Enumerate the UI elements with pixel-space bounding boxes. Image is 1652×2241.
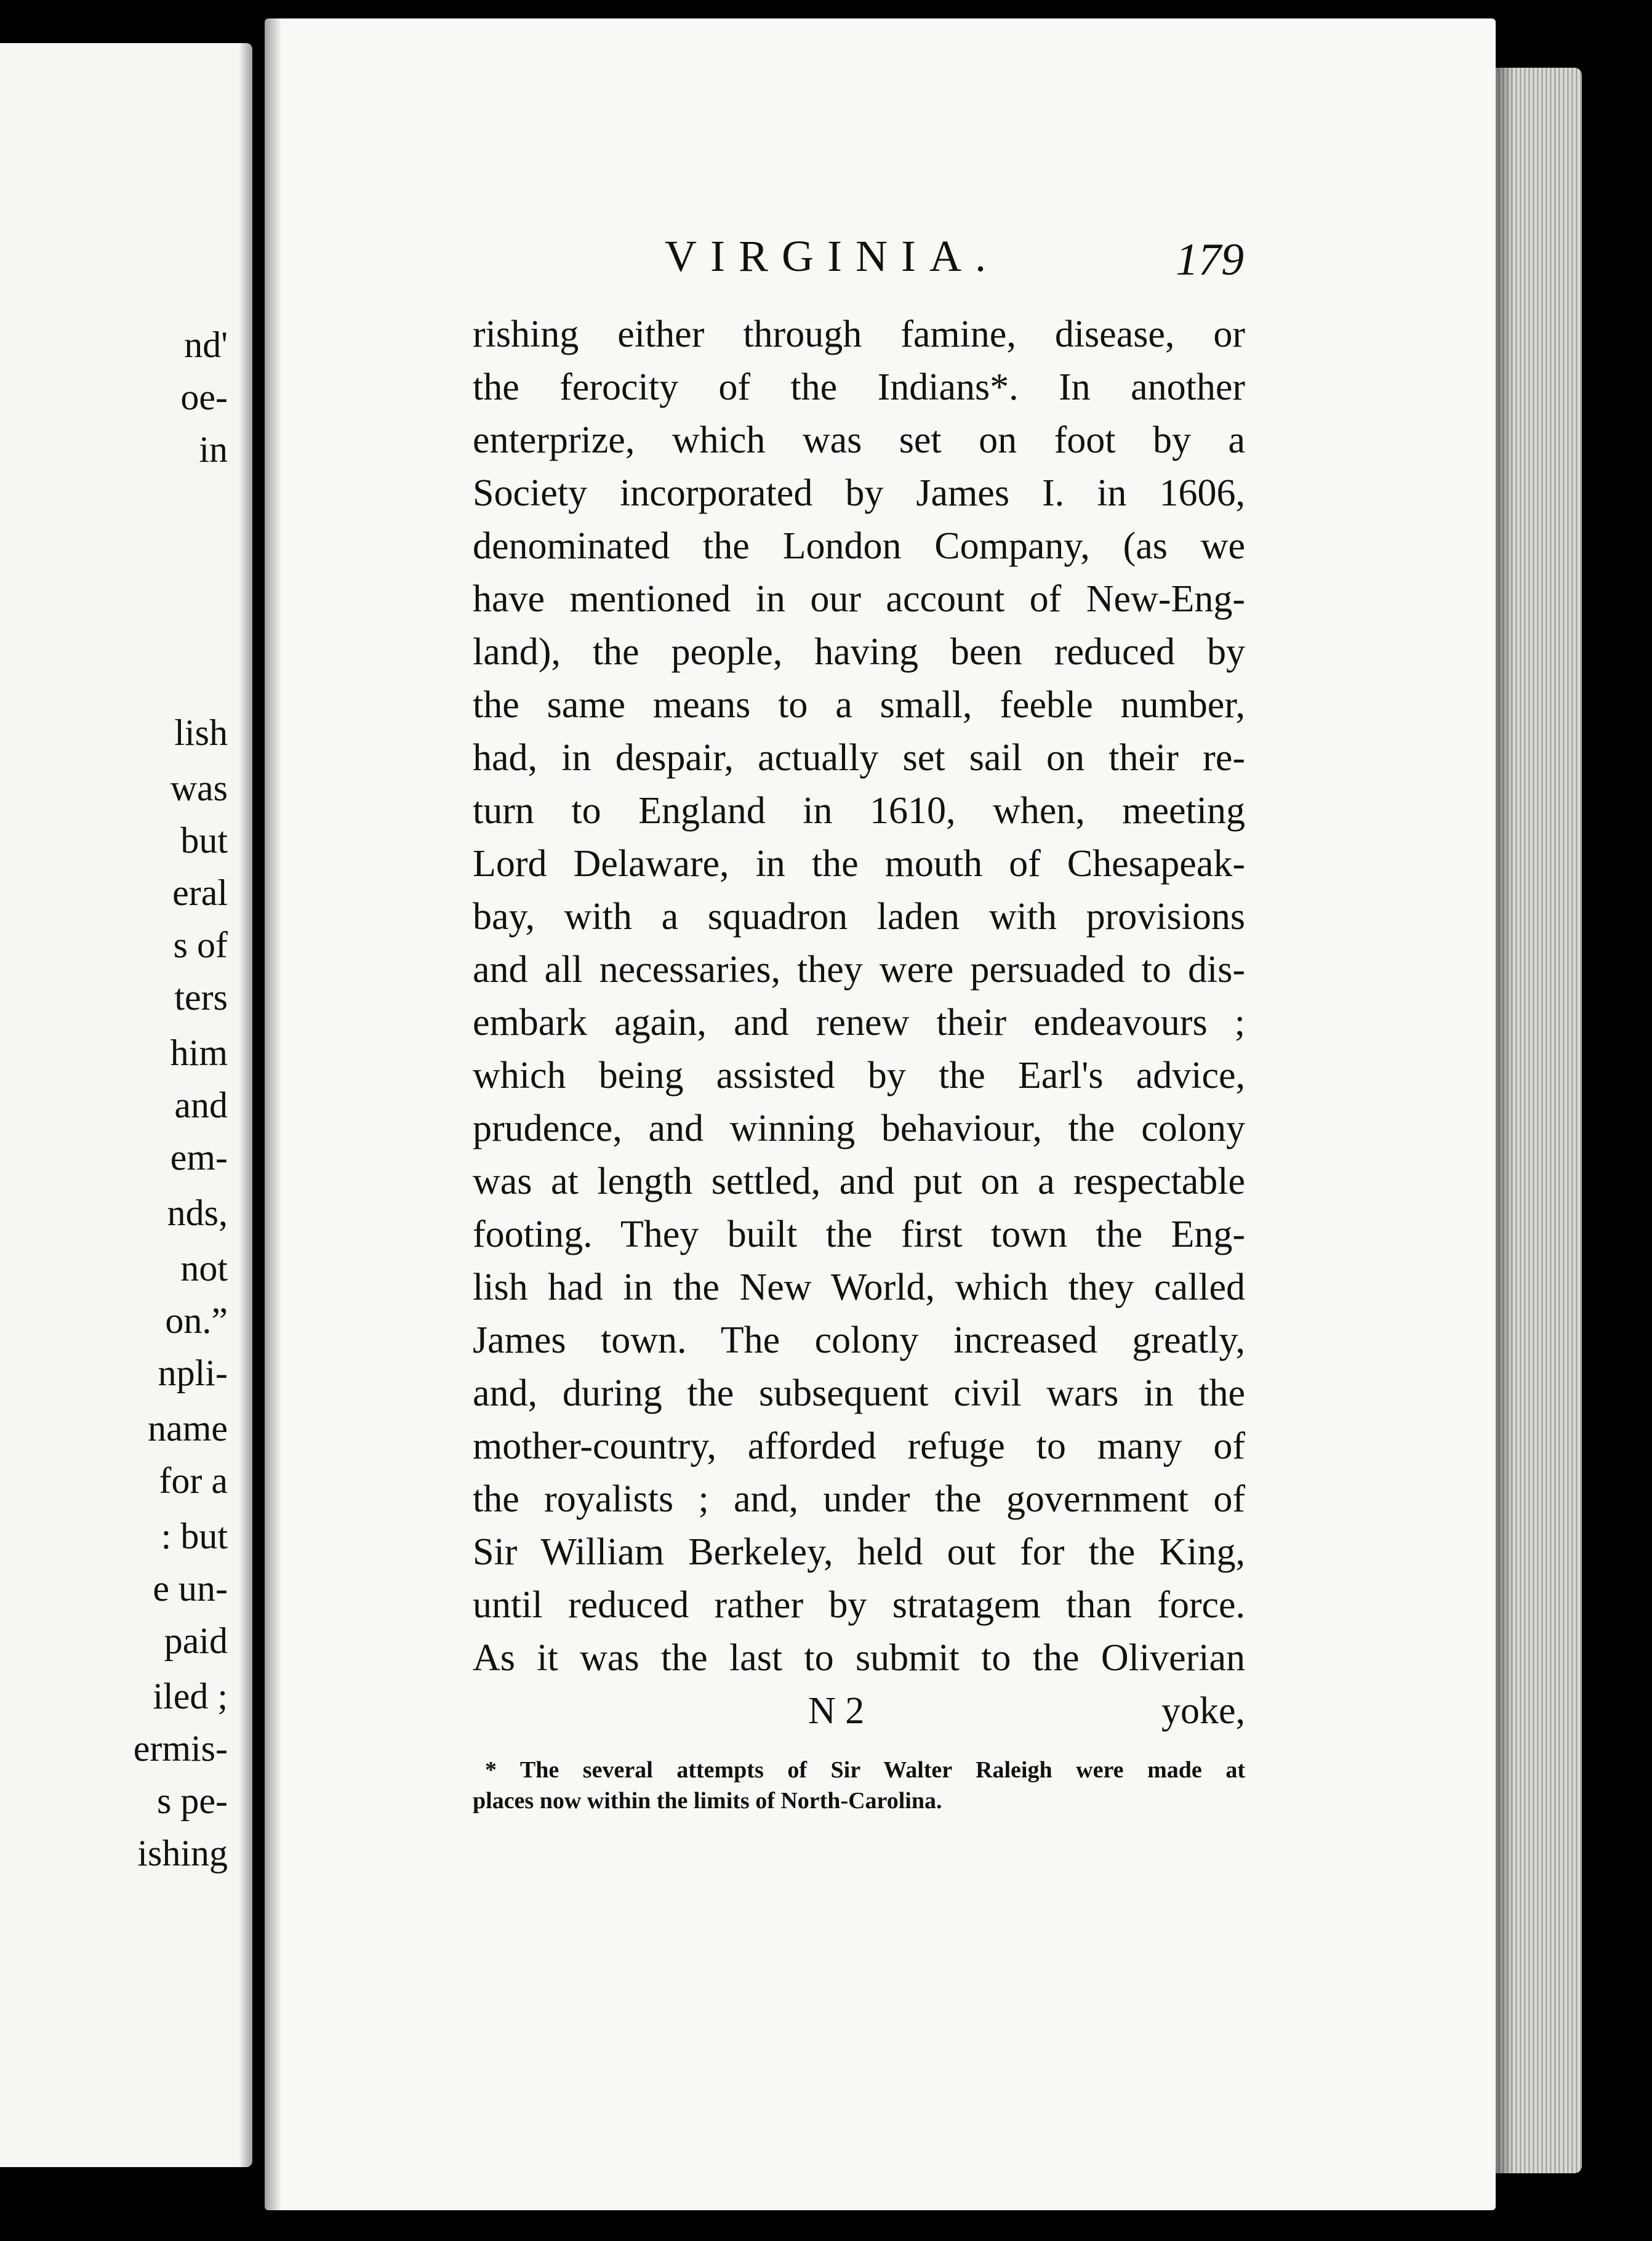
- text-line: Lord Delaware, in the mouth of Chesapeak-: [473, 843, 1245, 885]
- left-fragment: s pe-: [157, 1780, 228, 1821]
- text-line: mother-country, afforded refuge to many of: [473, 1425, 1245, 1467]
- text-line: Sir William Berkeley, held out for the King,: [473, 1531, 1245, 1573]
- text-line: footing. They built the first town the Eng-: [473, 1213, 1245, 1255]
- text-line: which being assisted by the Earl's advice,: [473, 1055, 1245, 1096]
- text-line: and all necessaries, they were persuaded to dis-: [473, 949, 1245, 991]
- left-fragment: on.”: [165, 1300, 228, 1341]
- text-line: Society incorporated by James I. in 1606,: [473, 472, 1245, 514]
- text-line: and, during the subsequent civil wars in the: [473, 1372, 1245, 1414]
- text-line: As it was the last to submit to the Oliverian: [473, 1637, 1245, 1679]
- left-fragment: eral: [172, 872, 228, 913]
- footnote: [473, 1755, 1245, 1816]
- left-fragment: in: [199, 429, 228, 470]
- signature-mark: N 2: [808, 1690, 865, 1732]
- text-line: rishing either through famine, disease, or: [473, 313, 1245, 355]
- text-line: had, in despair, actually set sail on their re-: [473, 737, 1245, 779]
- text-line: until reduced rather by stratagem than force.: [473, 1584, 1245, 1626]
- left-fragment: paid: [164, 1620, 228, 1661]
- body-text: [473, 308, 1245, 1737]
- left-fragment: name: [148, 1408, 228, 1449]
- text-line: embark again, and renew their endeavours ;: [473, 1002, 1245, 1044]
- left-fragment: for a: [159, 1460, 228, 1501]
- text-line: the royalists ; and, under the government of: [473, 1478, 1245, 1520]
- left-fragment: but: [180, 820, 228, 861]
- left-fragment: nd': [184, 324, 228, 365]
- left-fragment: and: [174, 1085, 228, 1125]
- text-line: James town. The colony increased greatly,: [473, 1319, 1245, 1361]
- footnote-line: * The several attempts of Sir Walter Raleigh were made at: [485, 1757, 1245, 1783]
- text-line: have mentioned in our account of New-Eng-: [473, 578, 1245, 620]
- text-line: prudence, and winning behaviour, the colony: [473, 1108, 1245, 1149]
- left-fragment: : but: [161, 1516, 228, 1556]
- text-line: lish had in the New World, which they called: [473, 1266, 1245, 1308]
- page-edges-stack: [1496, 68, 1582, 2173]
- footnote-line: places now within the limits of North-Carolina.: [473, 1788, 942, 1814]
- text-line: was at length settled, and put on a respectable: [473, 1161, 1245, 1202]
- left-fragment: iled ;: [153, 1676, 228, 1716]
- left-fragment: ters: [174, 977, 228, 1018]
- text-line: denominated the London Company, (as we: [473, 525, 1245, 567]
- left-fragment: npli-: [158, 1353, 228, 1393]
- gutter-shadow: [239, 43, 252, 2167]
- running-head: VIRGINIA.: [665, 231, 1000, 281]
- text-line: land), the people, having been reduced by: [473, 631, 1245, 673]
- left-fragment: him: [170, 1032, 228, 1073]
- left-fragment: was: [170, 768, 228, 808]
- left-fragment: em-: [170, 1137, 228, 1178]
- left-fragment: nds,: [167, 1193, 228, 1233]
- left-fragment: lish: [174, 712, 228, 753]
- text-line: the ferocity of the Indians*. In another: [473, 366, 1245, 408]
- text-line: enterprize, which was set on foot by a: [473, 419, 1245, 461]
- left-fragment: s of: [173, 925, 228, 965]
- left-facing-page: [0, 43, 252, 2167]
- page-number: 179: [1176, 235, 1244, 285]
- left-fragment: e un-: [153, 1568, 228, 1609]
- left-fragment: oe-: [180, 377, 228, 417]
- catchword: yoke,: [1161, 1690, 1245, 1732]
- text-line: the same means to a small, feeble number,: [473, 684, 1245, 726]
- left-fragment: not: [180, 1248, 228, 1289]
- left-fragment: ermis-: [133, 1728, 228, 1769]
- text-line: turn to England in 1610, when, meeting: [473, 790, 1245, 832]
- page-binding-shadow: [265, 18, 282, 2210]
- signature-line: [473, 1684, 1245, 1737]
- left-fragment: ishing: [137, 1833, 228, 1873]
- text-line: bay, with a squadron laden with provisions: [473, 896, 1245, 938]
